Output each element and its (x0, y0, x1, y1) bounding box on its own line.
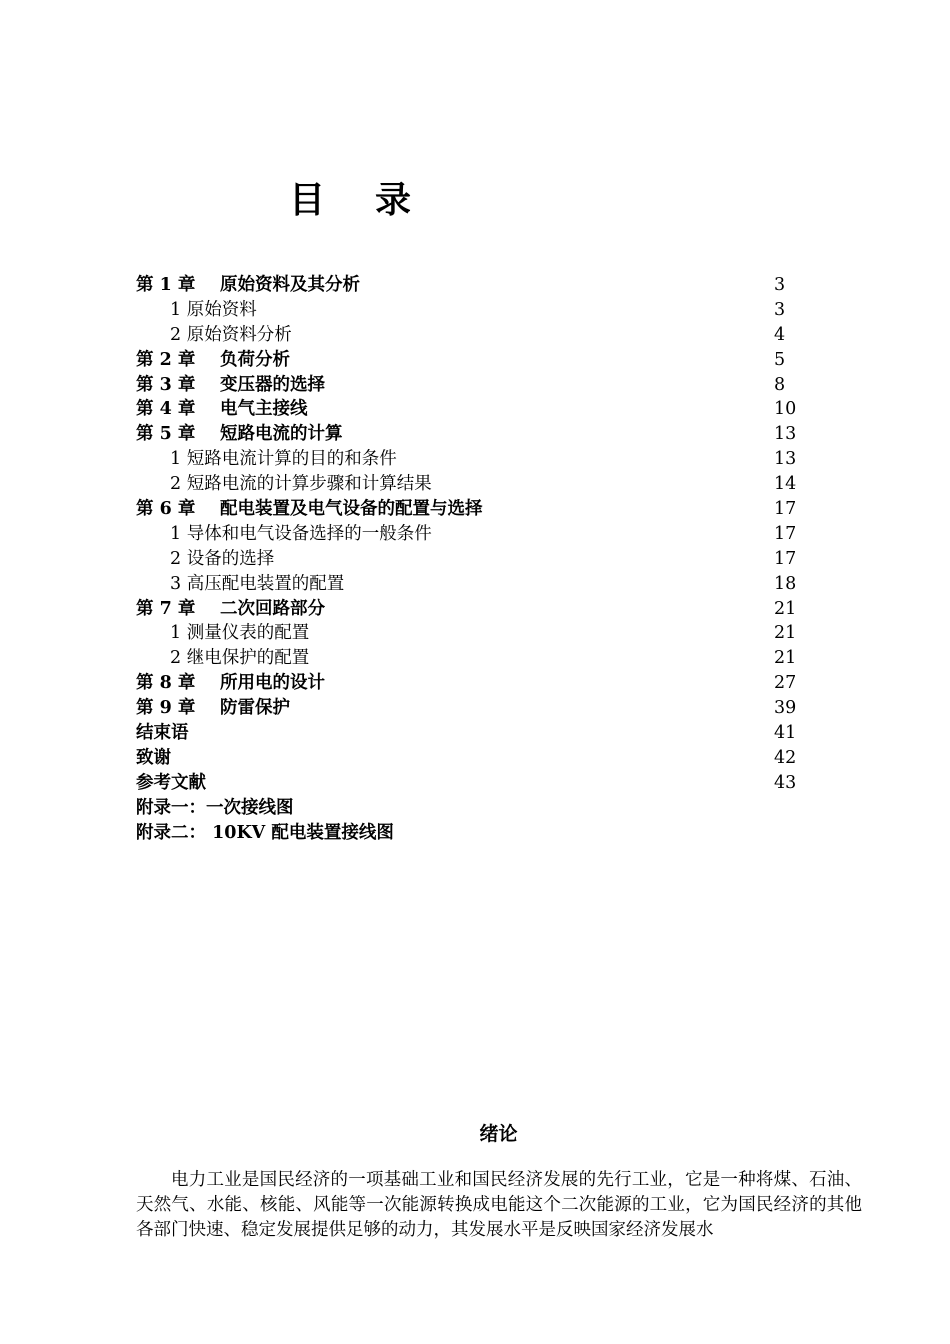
toc-page-number: 18 (774, 573, 797, 594)
toc-section-entry[interactable] (136, 646, 816, 671)
toc-entry-label: 1 原始资料 (170, 299, 257, 320)
toc-entry-label: 2 设备的选择 (170, 548, 275, 569)
toc-entry-label: 附录二： 10KV 配电装置接线图 (136, 822, 394, 843)
toc-title (0, 178, 700, 222)
toc-page-number: 39 (774, 698, 797, 719)
toc-entry-label: 3 高压配电装置的配置 (170, 573, 345, 594)
toc-chapter-entry[interactable] (136, 422, 816, 447)
toc-chapter-number: 第 7 章 (136, 598, 196, 619)
toc-title-char-1: 目 (288, 179, 325, 221)
toc-entry-label: 参考文献 (136, 772, 206, 793)
toc-page-number: 8 (774, 374, 786, 395)
toc-chapter-entry[interactable] (136, 721, 816, 746)
toc-page-number: 14 (774, 474, 797, 495)
toc-chapter-number: 第 5 章 (136, 424, 196, 445)
toc-section-entry[interactable] (136, 298, 816, 323)
toc-page-number: 21 (774, 648, 797, 669)
toc-section-entry[interactable] (136, 547, 816, 572)
toc-chapter-entry[interactable] (136, 397, 816, 422)
toc-entry-label: 1 短路电流计算的目的和条件 (170, 449, 397, 470)
toc-entry-label: 二次回路部分 (220, 598, 325, 619)
toc-chapter-entry[interactable] (136, 273, 816, 298)
toc-page-number: 42 (774, 747, 797, 768)
toc-entry-label: 2 继电保护的配置 (170, 648, 310, 669)
toc-section-entry[interactable] (136, 572, 816, 597)
toc-chapter-entry[interactable] (136, 796, 816, 821)
table-of-contents (136, 273, 816, 845)
toc-entry-label: 短路电流的计算 (220, 424, 343, 445)
intro-title: 绪论 (479, 1123, 518, 1145)
toc-chapter-number: 第 4 章 (136, 399, 196, 420)
toc-chapter-number: 第 1 章 (136, 275, 196, 295)
toc-page-number: 5 (774, 349, 786, 370)
toc-page-number: 17 (774, 499, 797, 520)
toc-entry-label: 致谢 (136, 747, 171, 768)
toc-page-number: 3 (774, 275, 786, 295)
toc-section-entry[interactable] (136, 621, 816, 646)
toc-chapter-number: 第 2 章 (136, 349, 196, 370)
toc-chapter-number: 第 8 章 (136, 673, 196, 694)
toc-entry-label: 变压器的选择 (220, 374, 325, 395)
toc-entry-label: 1 导体和电气设备选择的一般条件 (170, 523, 432, 544)
toc-chapter-entry[interactable] (136, 821, 816, 846)
toc-entry-label: 负荷分析 (220, 349, 290, 370)
toc-title-char-2: 录 (375, 179, 412, 221)
toc-section-entry[interactable] (136, 447, 816, 472)
toc-chapter-entry[interactable] (136, 696, 816, 721)
toc-chapter-number: 第 9 章 (136, 698, 196, 719)
toc-chapter-entry[interactable] (136, 373, 816, 398)
toc-page-number: 43 (774, 772, 797, 793)
toc-page-number: 27 (774, 673, 797, 694)
toc-chapter-entry[interactable] (136, 771, 816, 796)
toc-section-entry[interactable] (136, 522, 816, 547)
toc-chapter-entry[interactable] (136, 746, 816, 771)
toc-page-number: 10 (774, 399, 797, 420)
intro-paragraph: 电力工业是国民经济的一项基础工业和国民经济发展的先行工业，它是一种将煤、石油、天然气、水能、核能、风能等一次能源转换成电能这个二次能源的工业，它为国民经济的其他各部门快速、稳定发展提供足够的动力，其发展水平是反映国家经济发展水 (136, 1170, 862, 1240)
toc-entry-label: 2 短路电流的计算步骤和计算结果 (170, 474, 432, 495)
toc-entry-label: 2 原始资料分析 (170, 324, 292, 345)
toc-page-number: 17 (774, 523, 797, 544)
toc-page-number: 3 (774, 299, 786, 320)
toc-entry-label: 防雷保护 (220, 698, 290, 719)
toc-chapter-entry[interactable] (136, 497, 816, 522)
toc-chapter-number: 第 6 章 (136, 499, 196, 520)
toc-page-number: 21 (774, 598, 797, 619)
toc-entry-label: 附录一：一次接线图 (136, 797, 294, 818)
toc-page-number: 41 (774, 723, 797, 744)
toc-entry-label: 配电装置及电气设备的配置与选择 (220, 499, 483, 520)
toc-chapter-entry[interactable] (136, 348, 816, 373)
toc-entry-label: 1 测量仪表的配置 (170, 623, 310, 644)
toc-entry-label: 所用电的设计 (220, 673, 325, 694)
toc-page-number: 13 (774, 449, 797, 470)
toc-entry-label: 电气主接线 (220, 399, 308, 420)
toc-page-number: 4 (774, 324, 786, 345)
toc-page-number: 13 (774, 424, 797, 445)
toc-entry-label: 结束语 (136, 723, 189, 744)
toc-page-number: 21 (774, 623, 797, 644)
toc-section-entry[interactable] (136, 323, 816, 348)
toc-entry-label: 原始资料及其分析 (220, 275, 360, 295)
toc-chapter-number: 第 3 章 (136, 374, 196, 395)
toc-chapter-entry[interactable] (136, 597, 816, 622)
toc-section-entry[interactable] (136, 472, 816, 497)
toc-page-number: 17 (774, 548, 797, 569)
toc-chapter-entry[interactable] (136, 671, 816, 696)
